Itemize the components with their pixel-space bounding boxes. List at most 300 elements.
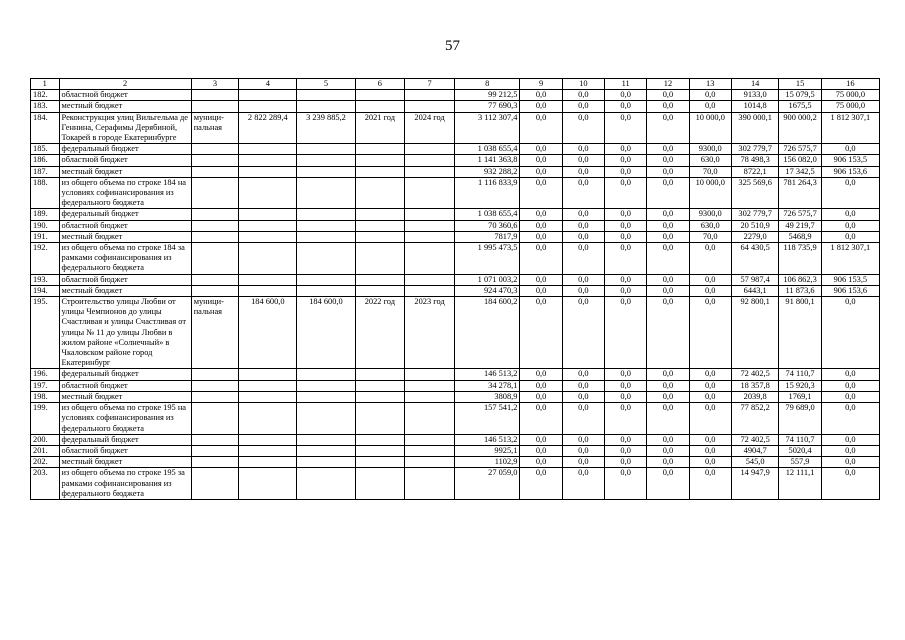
cell-value: 932 288,2 xyxy=(454,166,520,177)
row-number: 190. xyxy=(31,220,60,231)
cell-value xyxy=(405,144,455,155)
cell-value: 0,0 xyxy=(520,274,562,285)
cell-value xyxy=(405,166,455,177)
cell-value xyxy=(355,274,405,285)
table-row xyxy=(31,166,880,177)
cell-value: 15 920,3 xyxy=(779,380,821,391)
cell-value xyxy=(355,434,405,445)
cell-value xyxy=(297,166,355,177)
cell-value: 0,0 xyxy=(562,144,604,155)
cell-value: 0,0 xyxy=(605,457,647,468)
cell-value: 0,0 xyxy=(520,285,562,296)
row-description: из общего объема по строке 184 на условиях софинансирования из федерального бюджета xyxy=(59,177,191,209)
cell-value: 0,0 xyxy=(647,274,689,285)
row-description: местный бюджет xyxy=(59,391,191,402)
cell-value: 0,0 xyxy=(562,369,604,380)
cell-value xyxy=(405,285,455,296)
cell-value: 106 862,3 xyxy=(779,274,821,285)
cell-value: 0,0 xyxy=(689,434,731,445)
cell-value: 184 600,0 xyxy=(297,297,355,369)
row-number: 184. xyxy=(31,112,60,144)
cell-value: 0,0 xyxy=(520,144,562,155)
cell-value: 0,0 xyxy=(520,231,562,242)
row-number: 195. xyxy=(31,297,60,369)
cell-value: 0,0 xyxy=(562,391,604,402)
cell-value xyxy=(297,209,355,220)
row-description: областной бюджет xyxy=(59,90,191,101)
table-row xyxy=(31,243,880,275)
cell-value: 1 071 003,2 xyxy=(454,274,520,285)
cell-value: 302 779,7 xyxy=(731,144,779,155)
cell-value: 0,0 xyxy=(520,434,562,445)
cell-value: 2022 год xyxy=(355,297,405,369)
cell-value: 906 153,5 xyxy=(821,155,879,166)
cell-value xyxy=(297,391,355,402)
cell-value: 0,0 xyxy=(520,403,562,435)
cell-value: 0,0 xyxy=(821,434,879,445)
page-number: 57 xyxy=(445,38,460,54)
ownership-type xyxy=(191,285,239,296)
cell-value: 0,0 xyxy=(605,177,647,209)
cell-value: 1 116 833,9 xyxy=(454,177,520,209)
row-description: областной бюджет xyxy=(59,155,191,166)
column-number-header: 4 xyxy=(239,79,297,90)
row-number: 199. xyxy=(31,403,60,435)
cell-value: 0,0 xyxy=(605,274,647,285)
cell-value xyxy=(297,369,355,380)
cell-value: 0,0 xyxy=(821,144,879,155)
ownership-type xyxy=(191,231,239,242)
row-number: 186. xyxy=(31,155,60,166)
cell-value: 906 153,6 xyxy=(821,285,879,296)
cell-value: 70,0 xyxy=(689,166,731,177)
cell-value: 0,0 xyxy=(689,297,731,369)
cell-value xyxy=(297,445,355,456)
cell-value: 545,0 xyxy=(731,457,779,468)
cell-value: 2023 год xyxy=(405,297,455,369)
cell-value: 64 430,5 xyxy=(731,243,779,275)
cell-value: 0,0 xyxy=(647,457,689,468)
row-number: 192. xyxy=(31,243,60,275)
cell-value xyxy=(405,155,455,166)
cell-value: 0,0 xyxy=(689,457,731,468)
cell-value: 557,9 xyxy=(779,457,821,468)
cell-value xyxy=(239,166,297,177)
row-description: областной бюджет xyxy=(59,220,191,231)
cell-value: 0,0 xyxy=(821,369,879,380)
cell-value xyxy=(405,434,455,445)
row-number: 197. xyxy=(31,380,60,391)
cell-value xyxy=(405,468,455,500)
cell-value: 0,0 xyxy=(647,434,689,445)
row-number: 185. xyxy=(31,144,60,155)
ownership-type xyxy=(191,90,239,101)
cell-value: 906 153,5 xyxy=(821,274,879,285)
cell-value: 0,0 xyxy=(605,391,647,402)
row-description: Строительство улицы Любви от улицы Чемпионов до улицы Счастливая и улицы Счастливая от улицы № 11 до улицы Любви в жилом районе «Солнечный» в Чкаловском районе город Екатеринбург xyxy=(59,297,191,369)
cell-value: 18 357,8 xyxy=(731,380,779,391)
cell-value xyxy=(239,220,297,231)
ownership-type xyxy=(191,274,239,285)
ownership-type xyxy=(191,243,239,275)
cell-value xyxy=(239,285,297,296)
cell-value: 0,0 xyxy=(605,144,647,155)
cell-value xyxy=(405,369,455,380)
cell-value: 0,0 xyxy=(647,285,689,296)
cell-value: 0,0 xyxy=(689,445,731,456)
row-description: областной бюджет xyxy=(59,274,191,285)
cell-value xyxy=(355,101,405,112)
cell-value: 0,0 xyxy=(562,243,604,275)
cell-value: 0,0 xyxy=(647,231,689,242)
cell-value: 0,0 xyxy=(605,209,647,220)
cell-value: 70,0 xyxy=(689,231,731,242)
cell-value xyxy=(239,144,297,155)
row-number: 187. xyxy=(31,166,60,177)
cell-value: 10 000,0 xyxy=(689,177,731,209)
cell-value: 1 038 655,4 xyxy=(454,144,520,155)
cell-value: 0,0 xyxy=(689,403,731,435)
cell-value: 146 513,2 xyxy=(454,434,520,445)
cell-value: 0,0 xyxy=(605,101,647,112)
cell-value xyxy=(405,101,455,112)
cell-value: 0,0 xyxy=(562,155,604,166)
cell-value: 0,0 xyxy=(821,391,879,402)
cell-value: 7817,9 xyxy=(454,231,520,242)
cell-value xyxy=(405,177,455,209)
cell-value: 0,0 xyxy=(562,101,604,112)
cell-value: 0,0 xyxy=(821,220,879,231)
cell-value: 0,0 xyxy=(562,434,604,445)
cell-value: 0,0 xyxy=(647,468,689,500)
row-description: Реконструкция улиц Вильгельма де Геннина, Серафимы Дерябиной, Токарей в городе Екатеринбурге xyxy=(59,112,191,144)
cell-value: 0,0 xyxy=(605,231,647,242)
cell-value: 3808,9 xyxy=(454,391,520,402)
cell-value: 0,0 xyxy=(647,380,689,391)
row-number: 201. xyxy=(31,445,60,456)
cell-value xyxy=(297,468,355,500)
cell-value: 302 779,7 xyxy=(731,209,779,220)
cell-value: 0,0 xyxy=(562,403,604,435)
row-description: федеральный бюджет xyxy=(59,369,191,380)
cell-value: 0,0 xyxy=(821,468,879,500)
table-header-row xyxy=(31,79,880,90)
cell-value: 11 873,6 xyxy=(779,285,821,296)
cell-value: 9133,0 xyxy=(731,90,779,101)
cell-value: 74 110,7 xyxy=(779,434,821,445)
row-description: федеральный бюджет xyxy=(59,209,191,220)
cell-value xyxy=(355,220,405,231)
cell-value: 0,0 xyxy=(520,90,562,101)
cell-value xyxy=(297,380,355,391)
ownership-type xyxy=(191,445,239,456)
cell-value: 0,0 xyxy=(605,445,647,456)
cell-value: 72 402,5 xyxy=(731,434,779,445)
column-number-header: 15 xyxy=(779,79,821,90)
cell-value: 92 800,1 xyxy=(731,297,779,369)
cell-value: 10 000,0 xyxy=(689,112,731,144)
column-number-header: 1 xyxy=(31,79,60,90)
cell-value xyxy=(297,274,355,285)
cell-value: 0,0 xyxy=(520,468,562,500)
cell-value: 2279,0 xyxy=(731,231,779,242)
cell-value: 0,0 xyxy=(562,166,604,177)
cell-value xyxy=(355,457,405,468)
cell-value: 0,0 xyxy=(562,90,604,101)
cell-value: 0,0 xyxy=(605,468,647,500)
cell-value xyxy=(297,231,355,242)
cell-value: 1 812 307,1 xyxy=(821,243,879,275)
cell-value: 17 342,5 xyxy=(779,166,821,177)
cell-value: 1675,5 xyxy=(779,101,821,112)
cell-value: 0,0 xyxy=(562,468,604,500)
cell-value: 0,0 xyxy=(562,297,604,369)
row-number: 193. xyxy=(31,274,60,285)
cell-value xyxy=(239,243,297,275)
row-number: 194. xyxy=(31,285,60,296)
cell-value: 70 360,6 xyxy=(454,220,520,231)
cell-value xyxy=(355,144,405,155)
cell-value xyxy=(355,209,405,220)
cell-value: 5468,9 xyxy=(779,231,821,242)
column-number-header: 5 xyxy=(297,79,355,90)
cell-value: 0,0 xyxy=(821,177,879,209)
cell-value: 0,0 xyxy=(520,297,562,369)
cell-value: 8722,1 xyxy=(731,166,779,177)
cell-value: 1014,8 xyxy=(731,101,779,112)
cell-value: 0,0 xyxy=(562,445,604,456)
cell-value: 34 278,1 xyxy=(454,380,520,391)
cell-value xyxy=(405,391,455,402)
cell-value: 49 219,7 xyxy=(779,220,821,231)
cell-value: 630,0 xyxy=(689,220,731,231)
ownership-type xyxy=(191,101,239,112)
cell-value: 0,0 xyxy=(605,297,647,369)
cell-value: 0,0 xyxy=(520,445,562,456)
cell-value: 0,0 xyxy=(605,90,647,101)
cell-value: 0,0 xyxy=(821,231,879,242)
cell-value: 91 800,1 xyxy=(779,297,821,369)
cell-value: 27 059,0 xyxy=(454,468,520,500)
cell-value: 3 239 885,2 xyxy=(297,112,355,144)
cell-value: 0,0 xyxy=(821,457,879,468)
cell-value: 390 000,1 xyxy=(731,112,779,144)
table-row xyxy=(31,177,880,209)
ownership-type xyxy=(191,155,239,166)
cell-value xyxy=(297,220,355,231)
cell-value: 0,0 xyxy=(520,220,562,231)
cell-value: 726 575,7 xyxy=(779,209,821,220)
row-number: 202. xyxy=(31,457,60,468)
cell-value xyxy=(355,243,405,275)
table-row xyxy=(31,90,880,101)
cell-value xyxy=(405,90,455,101)
cell-value: 74 110,7 xyxy=(779,369,821,380)
cell-value xyxy=(405,445,455,456)
column-number-header: 8 xyxy=(454,79,520,90)
row-number: 203. xyxy=(31,468,60,500)
cell-value: 20 510,9 xyxy=(731,220,779,231)
cell-value xyxy=(297,285,355,296)
ownership-type xyxy=(191,468,239,500)
cell-value xyxy=(355,403,405,435)
cell-value xyxy=(405,457,455,468)
table-row xyxy=(31,369,880,380)
cell-value xyxy=(355,380,405,391)
cell-value: 0,0 xyxy=(605,166,647,177)
table-row xyxy=(31,274,880,285)
row-description: местный бюджет xyxy=(59,231,191,242)
cell-value xyxy=(297,155,355,166)
column-number-header: 2 xyxy=(59,79,191,90)
cell-value: 0,0 xyxy=(647,101,689,112)
column-number-header: 13 xyxy=(689,79,731,90)
cell-value: 0,0 xyxy=(520,457,562,468)
row-number: 198. xyxy=(31,391,60,402)
cell-value: 0,0 xyxy=(562,231,604,242)
row-description: из общего объема по строке 195 на условиях софинансирования из федерального бюджета xyxy=(59,403,191,435)
ownership-type xyxy=(191,209,239,220)
cell-value: 0,0 xyxy=(605,403,647,435)
ownership-type xyxy=(191,380,239,391)
cell-value: 726 575,7 xyxy=(779,144,821,155)
cell-value: 0,0 xyxy=(647,155,689,166)
cell-value xyxy=(297,403,355,435)
table-row xyxy=(31,391,880,402)
cell-value xyxy=(297,90,355,101)
cell-value: 0,0 xyxy=(520,166,562,177)
row-description: местный бюджет xyxy=(59,101,191,112)
cell-value: 0,0 xyxy=(689,391,731,402)
cell-value: 12 111,1 xyxy=(779,468,821,500)
cell-value: 906 153,6 xyxy=(821,166,879,177)
cell-value xyxy=(355,285,405,296)
cell-value xyxy=(297,243,355,275)
cell-value xyxy=(239,369,297,380)
cell-value: 0,0 xyxy=(520,243,562,275)
cell-value: 2021 год xyxy=(355,112,405,144)
cell-value: 0,0 xyxy=(562,220,604,231)
cell-value xyxy=(239,101,297,112)
cell-value: 0,0 xyxy=(647,144,689,155)
cell-value xyxy=(355,445,405,456)
cell-value: 900 000,2 xyxy=(779,112,821,144)
ownership-type xyxy=(191,391,239,402)
cell-value xyxy=(355,391,405,402)
cell-value xyxy=(297,434,355,445)
cell-value xyxy=(355,177,405,209)
table-row xyxy=(31,209,880,220)
table-row xyxy=(31,380,880,391)
cell-value: 0,0 xyxy=(689,468,731,500)
ownership-type: муници-пальная xyxy=(191,297,239,369)
cell-value: 0,0 xyxy=(689,369,731,380)
cell-value: 0,0 xyxy=(562,457,604,468)
table-row xyxy=(31,445,880,456)
cell-value: 0,0 xyxy=(689,101,731,112)
cell-value xyxy=(405,403,455,435)
cell-value xyxy=(239,155,297,166)
cell-value: 0,0 xyxy=(520,369,562,380)
cell-value: 0,0 xyxy=(647,166,689,177)
row-number: 200. xyxy=(31,434,60,445)
cell-value: 0,0 xyxy=(647,391,689,402)
cell-value: 0,0 xyxy=(647,90,689,101)
cell-value: 0,0 xyxy=(562,274,604,285)
cell-value: 325 569,6 xyxy=(731,177,779,209)
table-row xyxy=(31,144,880,155)
cell-value: 3 112 307,4 xyxy=(454,112,520,144)
cell-value: 5020,4 xyxy=(779,445,821,456)
cell-value: 0,0 xyxy=(520,177,562,209)
cell-value: 0,0 xyxy=(821,403,879,435)
ownership-type xyxy=(191,166,239,177)
cell-value: 0,0 xyxy=(605,434,647,445)
cell-value xyxy=(405,231,455,242)
column-number-header: 7 xyxy=(405,79,455,90)
cell-value xyxy=(239,380,297,391)
cell-value: 0,0 xyxy=(821,209,879,220)
ownership-type: муници-пальная xyxy=(191,112,239,144)
column-number-header: 14 xyxy=(731,79,779,90)
cell-value: 2039,8 xyxy=(731,391,779,402)
cell-value: 75 000,0 xyxy=(821,101,879,112)
row-description: из общего объема по строке 195 за рамками софинансирования из федерального бюджета xyxy=(59,468,191,500)
cell-value: 0,0 xyxy=(562,177,604,209)
ownership-type xyxy=(191,177,239,209)
cell-value xyxy=(297,101,355,112)
ownership-type xyxy=(191,369,239,380)
cell-value xyxy=(355,155,405,166)
cell-value: 0,0 xyxy=(520,101,562,112)
column-number-header: 6 xyxy=(355,79,405,90)
cell-value: 630,0 xyxy=(689,155,731,166)
cell-value: 0,0 xyxy=(689,380,731,391)
cell-value: 0,0 xyxy=(605,285,647,296)
row-description: местный бюджет xyxy=(59,457,191,468)
cell-value xyxy=(405,220,455,231)
cell-value xyxy=(239,457,297,468)
cell-value: 146 513,2 xyxy=(454,369,520,380)
cell-value xyxy=(405,274,455,285)
cell-value: 0,0 xyxy=(562,285,604,296)
table-row xyxy=(31,403,880,435)
cell-value: 1 038 655,4 xyxy=(454,209,520,220)
cell-value xyxy=(239,274,297,285)
cell-value: 0,0 xyxy=(647,177,689,209)
cell-value: 0,0 xyxy=(821,380,879,391)
row-description: федеральный бюджет xyxy=(59,434,191,445)
cell-value: 1102,9 xyxy=(454,457,520,468)
cell-value: 1 141 363,8 xyxy=(454,155,520,166)
ownership-type xyxy=(191,403,239,435)
column-number-header: 16 xyxy=(821,79,879,90)
ownership-type xyxy=(191,220,239,231)
cell-value: 0,0 xyxy=(520,209,562,220)
cell-value xyxy=(239,209,297,220)
cell-value: 99 212,5 xyxy=(454,90,520,101)
column-number-header: 11 xyxy=(605,79,647,90)
cell-value: 184 600,0 xyxy=(239,297,297,369)
cell-value: 0,0 xyxy=(647,403,689,435)
table-row xyxy=(31,112,880,144)
table-row xyxy=(31,220,880,231)
table-row xyxy=(31,285,880,296)
cell-value: 118 735,9 xyxy=(779,243,821,275)
row-number: 196. xyxy=(31,369,60,380)
cell-value xyxy=(239,403,297,435)
cell-value: 0,0 xyxy=(647,220,689,231)
